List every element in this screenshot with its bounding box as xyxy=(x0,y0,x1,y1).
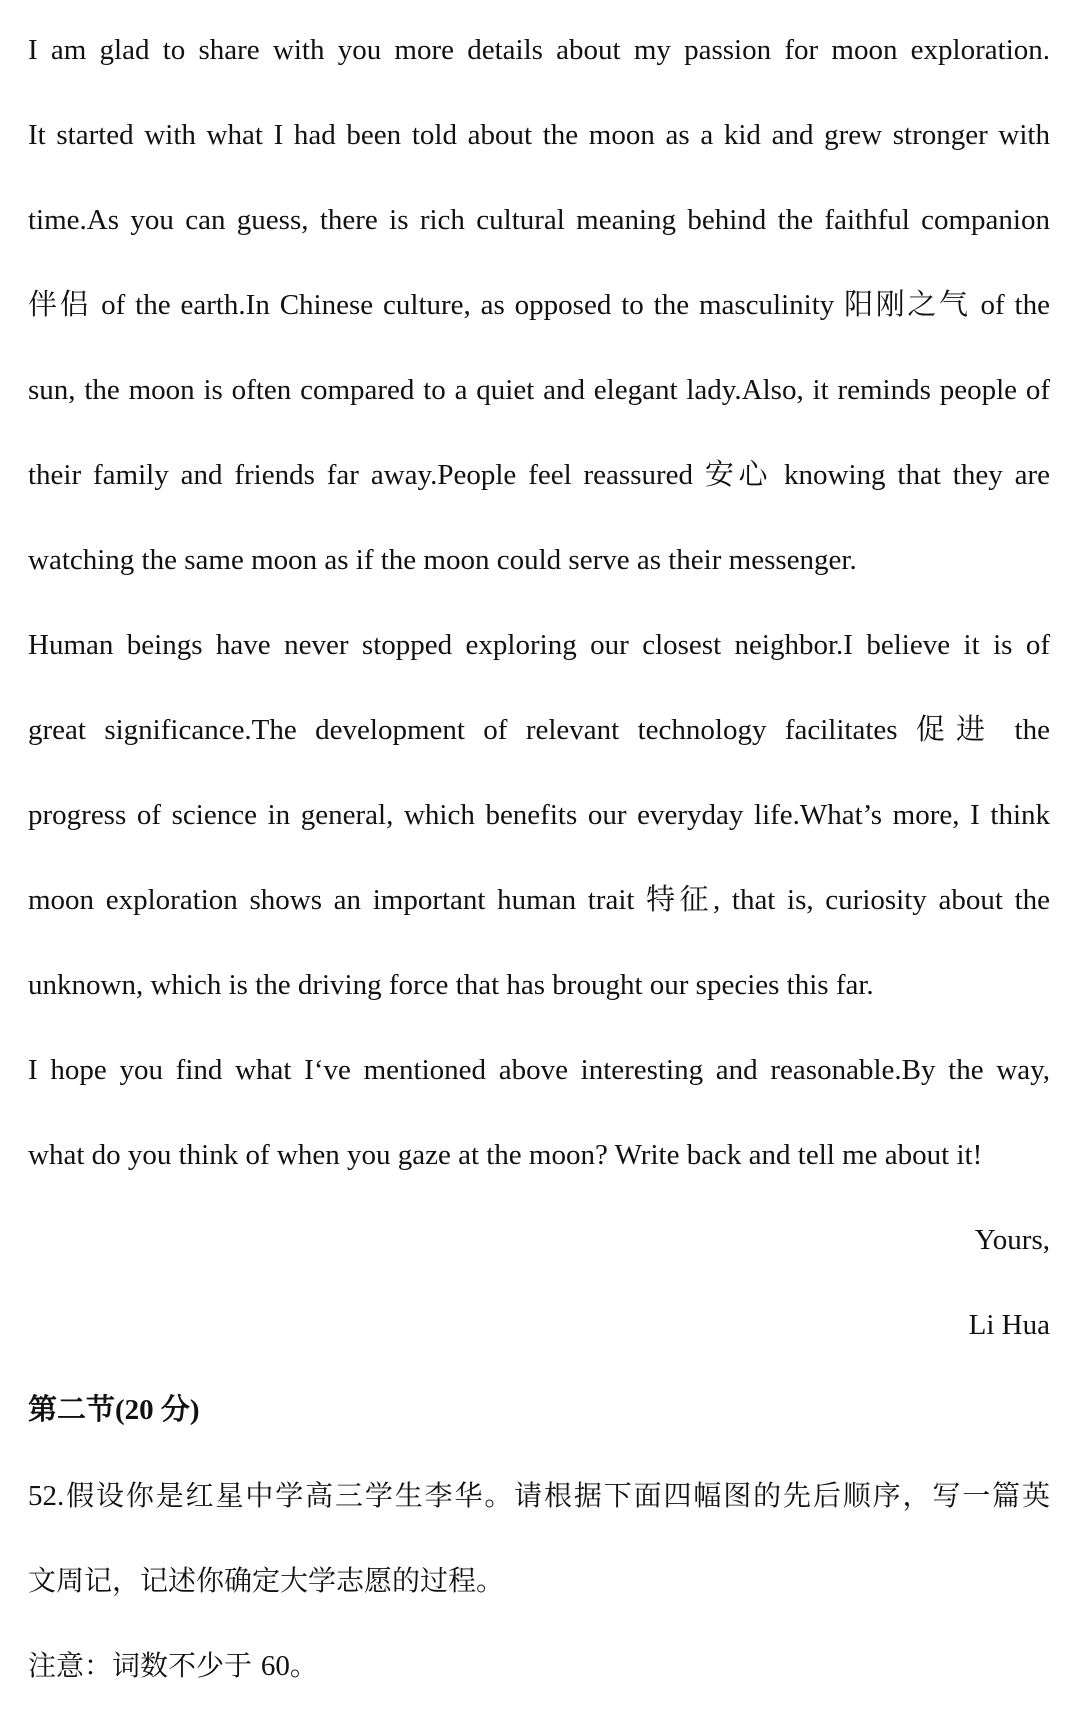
letter-line: what do you think of when you gaze at the moon? Write back and tell me about it! xyxy=(28,1139,983,1171)
letter-line: moon exploration shows an important human trait 特征, that is, curiosity about the xyxy=(28,884,1050,916)
note-number: 60 xyxy=(260,1650,290,1682)
note-line xyxy=(28,1623,1050,1708)
letter-signature: Li Hua xyxy=(968,1309,1050,1341)
letter-line: I hope you find what I‘ve mentioned above interesting and reasonable.By the way, xyxy=(28,1054,1050,1086)
section-heading: 第二节(20 分) xyxy=(28,1394,200,1426)
letter-line: Human beings have never stopped exploring our closest neighbor.I believe it is of xyxy=(28,629,1050,661)
letter-line: I am glad to share with you more details about my passion for moon exploration. xyxy=(28,34,1050,66)
question-number: 52. xyxy=(28,1480,65,1512)
question-text: 假设你是红星中学高三学生李华。请根据下面四幅图的先后顺序，写一篇英 xyxy=(64,1479,1050,1512)
letter-line: watching the same moon as if the moon could serve as their messenger. xyxy=(28,544,857,576)
letter-closing: Yours, xyxy=(974,1224,1050,1256)
letter-line: 伴侣 of the earth.In Chinese culture, as opposed to the masculinity 阳刚之气 of the xyxy=(28,289,1050,321)
question-line xyxy=(28,1453,1050,1538)
letter-line: sun, the moon is often compared to a quiet and elegant lady.Also, it reminds people of xyxy=(28,374,1050,406)
note-label: 注意：词数不少于 xyxy=(28,1649,261,1682)
letter-line: their family and friends far away.People feel reassured 安心 knowing that they are xyxy=(28,459,1050,491)
question-line: 文周记，记述你确定大学志愿的过程。 xyxy=(28,1564,505,1597)
letter-line: progress of science in general, which benefits our everyday life.What’s more, I think xyxy=(28,799,1050,831)
letter-line: unknown, which is the driving force that has brought our species this far. xyxy=(28,969,874,1001)
letter-line: great significance.The development of relevant technology facilitates 促进 the xyxy=(28,714,1050,746)
letter-line: It started with what I had been told about the moon as a kid and grew stronger with xyxy=(28,119,1050,151)
note-end: 。 xyxy=(289,1649,318,1682)
document-page xyxy=(28,8,1050,1708)
letter-line: time.As you can guess, there is rich cultural meaning behind the faithful companion xyxy=(28,204,1050,236)
